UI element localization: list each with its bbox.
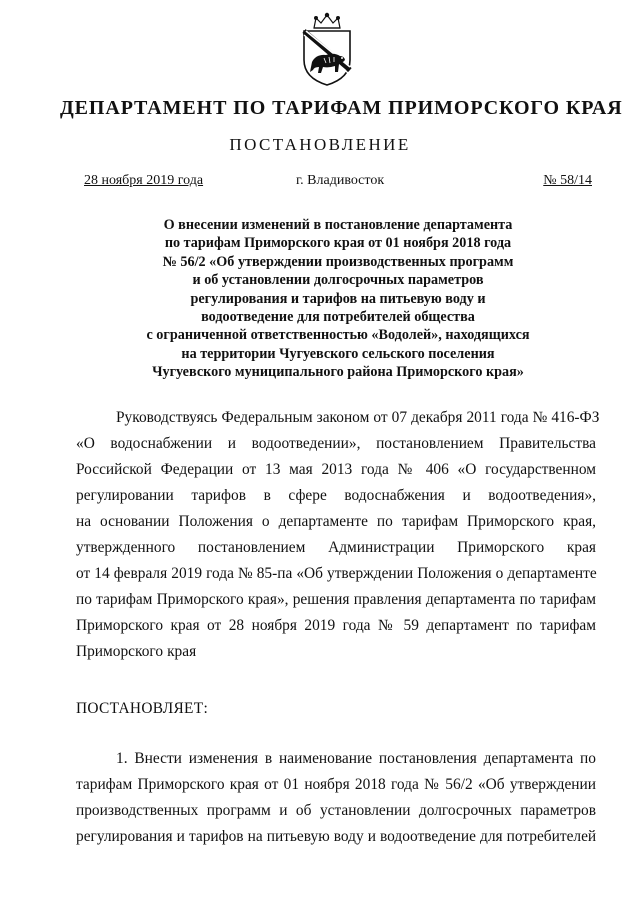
item-1-line: тарифам Приморского края от 01 ноября 2018 года № 56/2 «Об утверждении [76, 776, 596, 793]
preamble-line: регулировании тарифов в сфере водоснабжения и водоотведения», [76, 487, 596, 504]
document-subject [60, 216, 616, 382]
coat-of-arms-emblem [296, 12, 358, 88]
preamble-line: утвержденного постановлением Администрации Приморского края [76, 539, 596, 556]
subject-line: с ограниченной ответственностью «Водолей», находящихся [146, 327, 530, 344]
subject-line: и об установлении долгосрочных параметров [192, 272, 484, 289]
department-title: ДЕПАРТАМЕНТ ПО ТАРИФАМ ПРИМОРСКОГО КРАЯ [60, 97, 623, 119]
preamble-line: Руководствуясь Федеральным законом от 07 декабря 2011 года № 416-ФЗ [116, 409, 600, 426]
subject-line: водоотведение для потребителей общества [201, 309, 475, 326]
preamble-line: Российской Федерации от 13 мая 2013 года № 406 «О государственном [76, 461, 596, 478]
preamble-paragraph [76, 405, 600, 665]
item-1-line: 1. Внести изменения в наименование постановления департамента по [116, 750, 596, 767]
subject-line: регулирования и тарифов на питьевую воду и [190, 290, 486, 307]
subject-line: Чугуевского муниципального района Приморского края» [152, 364, 524, 381]
preamble-line: Приморского края [76, 643, 197, 660]
document-number: № 58/14 [543, 173, 592, 188]
preamble-line: на основании Положения о департаменте по тарифам Приморского края, [76, 513, 596, 530]
subject-line: № 56/2 «Об утверждении производственных программ [162, 253, 514, 270]
preamble-line: Приморского края от 28 ноября 2019 года № 59 департамент по тарифам [76, 617, 596, 634]
item-1-paragraph [76, 746, 596, 850]
document-date: 28 ноября 2019 года [84, 173, 204, 188]
subject-line: О внесении изменений в постановление департамента [163, 217, 513, 233]
document-city: г. Владивосток [296, 173, 385, 188]
item-1-line: производственных программ и об установлении долгосрочных параметров [76, 802, 596, 819]
item-1-line: регулирования и тарифов на питьевую воду и водоотведение для потребителей [76, 828, 597, 845]
preamble-line: от 14 февраля 2019 года № 85-па «Об утверждении Положения о департаменте [76, 565, 597, 582]
subject-line: на территории Чугуевского сельского поселения [181, 345, 495, 362]
subject-line: по тарифам Приморского края от 01 ноября 2018 года [164, 235, 512, 252]
preamble-line: по тарифам Приморского края», решения правления департамента по тарифам [76, 591, 596, 608]
preamble-line: «О водоснабжении и водоотведении», постановлением Правительства [76, 435, 596, 452]
document-type: ПОСТАНОВЛЕНИЕ [229, 135, 411, 154]
resolve-heading: ПОСТАНОВЛЯЕТ: [76, 700, 209, 717]
